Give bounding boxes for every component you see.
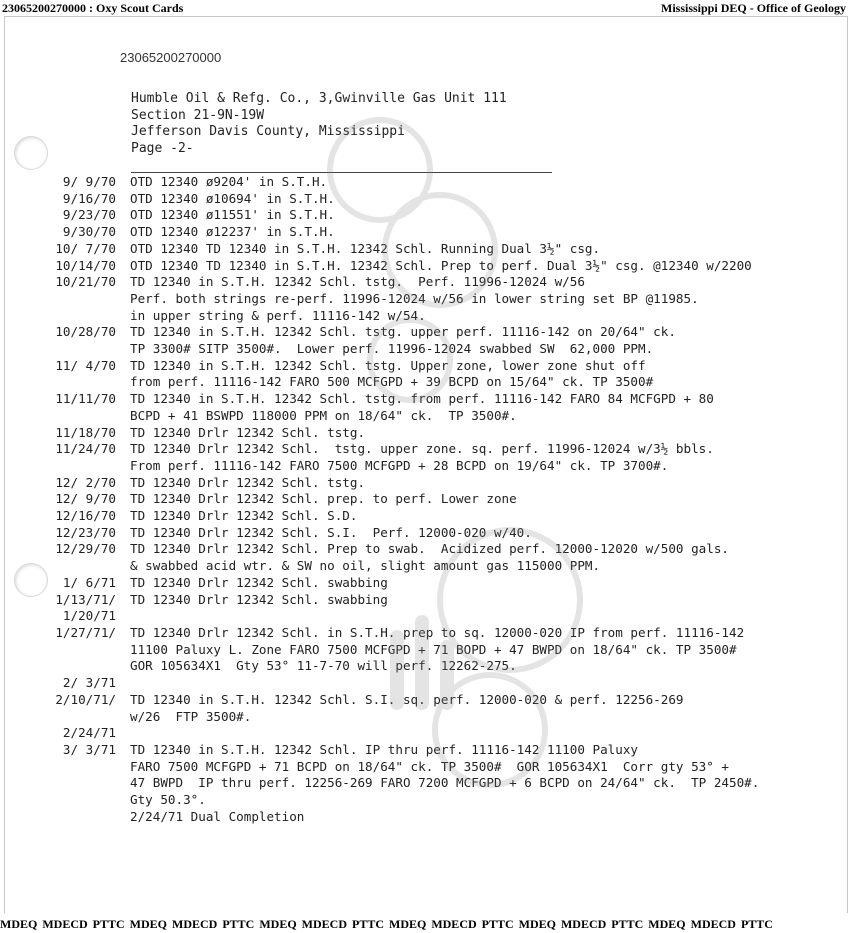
log-entry-row xyxy=(0,742,850,759)
log-entry-row xyxy=(0,508,850,525)
section-line: Section 21-9N-19W xyxy=(131,107,265,123)
log-entry-date: 11/24/70 xyxy=(55,441,116,457)
county-line: Jefferson Davis County, Mississippi xyxy=(131,124,405,140)
log-entry-text: TD 12340 Drlr 12342 Schl. S.D. xyxy=(130,508,358,524)
log-entry-date xyxy=(0,374,116,391)
log-entry-text: TD 12340 Drlr 12342 Schl. swabbing xyxy=(130,591,388,607)
log-entry-row xyxy=(0,642,850,659)
log-entry-row xyxy=(0,809,850,826)
log-entry-row xyxy=(0,775,850,792)
log-entry-row xyxy=(0,541,850,558)
log-entry-row xyxy=(0,425,850,442)
log-entry-row xyxy=(0,341,850,358)
log-entry-date xyxy=(0,809,116,826)
log-entry-row xyxy=(0,207,850,224)
document-id-stamp: 23065200270000 xyxy=(120,50,222,65)
log-entry-date: 12/16/70 xyxy=(55,508,116,524)
log-entry-row xyxy=(0,675,850,692)
log-entry-row xyxy=(0,374,850,391)
log-entry-row xyxy=(0,308,850,325)
log-entry-row xyxy=(0,709,850,726)
log-entry-date: 12/ 9/70 xyxy=(55,491,116,507)
log-entry-row xyxy=(0,625,850,642)
log-entry-row xyxy=(0,725,850,742)
log-entry-text: TP 3300# SITP 3500#. Lower perf. 11996-12024 swabbed SW 62,000 PPM. xyxy=(130,341,654,357)
log-entry-date xyxy=(0,792,116,809)
log-entry-row xyxy=(0,759,850,776)
log-entry-text: TD 12340 Drlr 12342 Schl. swabbing xyxy=(130,574,388,590)
operator-line: Humble Oil & Refg. Co., 3,Gwinville Gas Unit 111 xyxy=(131,91,507,106)
log-entry-date xyxy=(0,658,116,675)
log-entry-date xyxy=(0,408,116,425)
log-entry-text: TD 12340 Drlr 12342 Schl. Prep to swab. Acidized perf. 12000-12020 w/500 gals. xyxy=(130,541,729,557)
log-entry-date: 10/14/70 xyxy=(55,257,116,273)
log-entry-text: TD 12340 Drlr 12342 Schl. tstg. xyxy=(130,424,366,440)
log-entry-date: 11/11/70 xyxy=(55,391,116,407)
log-entry-date: 1/ 6/71 xyxy=(62,574,116,590)
log-entry-row xyxy=(0,558,850,575)
log-entry-text: 47 BWPD IP thru perf. 12256-269 FARO 7200 MCFGPD + 6 BCPD on 24/64" ck. TP 2450#. xyxy=(130,775,760,791)
log-entry-text: Gty 50.3°. xyxy=(130,792,206,808)
log-entry-text: FARO 7500 MCFGPD + 71 BCPD on 18/64" ck. TP 3500# GOR 105634X1 Corr gty 53° + xyxy=(130,758,729,774)
log-entry-text: OTD 12340 ø9204' in S.T.H. xyxy=(130,174,328,189)
log-entry-date: 3/ 3/71 xyxy=(62,741,116,757)
header-divider xyxy=(131,172,552,173)
log-entry-text: TD 12340 Drlr 12342 Schl. in S.T.H. prep to sq. 12000-020 IP from perf. 11116-142 xyxy=(130,624,745,640)
log-entry-row xyxy=(0,408,850,425)
log-entry-date: 12/ 2/70 xyxy=(55,474,116,490)
log-entry-date xyxy=(0,308,116,325)
log-entry-date: 9/30/70 xyxy=(62,224,116,240)
log-entry-text: 11100 Paluxy L. Zone FARO 7500 MCFGPD + 71 BOPD + 47 BWPD on 18/64" ck. TP 3500# xyxy=(130,641,737,657)
log-entry-text: TD 12340 Drlr 12342 Schl. tstg. xyxy=(130,474,366,490)
log-entry-text: TD 12340 Drlr 12342 Schl. S.I. Perf. 12000-020 w/40. xyxy=(130,524,532,540)
log-entry-text: 2/24/71 Dual Completion xyxy=(130,808,305,824)
log-entry-row xyxy=(0,191,850,208)
agency-label: Mississippi DEQ - Office of Geology xyxy=(661,1,846,15)
log-entry-date: 10/ 7/70 xyxy=(55,240,116,256)
log-entry-row xyxy=(0,575,850,592)
log-entry-text: TD 12340 Drlr 12342 Schl. prep. to perf. Lower zone xyxy=(130,491,517,507)
log-entry-row xyxy=(0,592,850,609)
log-entry-text: OTD 12340 TD 12340 in S.T.H. 12342 Schl. Running Dual 3½" csg. xyxy=(130,240,601,256)
source-header-bar xyxy=(0,0,850,17)
log-entry-date: 10/21/70 xyxy=(55,274,116,290)
log-entry-row xyxy=(0,792,850,809)
log-entry-date xyxy=(0,458,116,475)
log-entry-text: OTD 12340 ø11551' in S.T.H. xyxy=(130,207,335,223)
log-entry-date xyxy=(0,291,116,308)
log-entry-date: 11/18/70 xyxy=(55,424,116,440)
log-entry-text: TD 12340 in S.T.H. 12342 Schl. tstg. from perf. 11116-142 FARO 84 MCFGPD + 80 xyxy=(130,391,714,407)
log-entry-date xyxy=(0,775,116,792)
log-entry-text: BCPD + 41 BSWPD 118000 PPM on 18/64" ck. TP 3500#. xyxy=(130,407,517,423)
log-entry-date: 11/ 4/70 xyxy=(55,357,116,373)
log-entry-text: from perf. 11116-142 FARO 500 MCFGPD + 39 BCPD on 15/64" ck. TP 3500# xyxy=(130,374,654,390)
log-entry-text: & swabbed acid wtr. & SW no oil, slight amount gas 115000 PPM. xyxy=(130,558,601,574)
log-entry-date: 9/23/70 xyxy=(62,207,116,223)
log-entry-row xyxy=(0,224,850,241)
log-entry-text: in upper string & perf. 11116-142 w/54. xyxy=(130,307,426,323)
log-entry-date: 10/28/70 xyxy=(55,324,116,340)
log-entry-row xyxy=(0,525,850,542)
log-entry-text: TD 12340 in S.T.H. 12342 Schl. S.I. sq. perf. 12000-020 & perf. 12256-269 xyxy=(130,691,684,707)
log-entry-date: 1/27/71/ xyxy=(55,624,116,640)
log-entry-text: GOR 105634X1 Gty 53° 11-7-70 will perf. 12262-275. xyxy=(130,658,517,674)
log-entry-row xyxy=(0,608,850,625)
log-entry-date xyxy=(0,642,116,659)
punch-hole-icon xyxy=(14,136,48,170)
log-entry-date: 9/16/70 xyxy=(62,190,116,206)
log-entry-text: OTD 12340 TD 12340 in S.T.H. 12342 Schl. Prep to perf. Dual 3½" csg. @12340 w/2200 xyxy=(130,257,752,273)
log-entry-text: TD 12340 in S.T.H. 12342 Schl. IP thru perf. 11116-142 11100 Paluxy xyxy=(130,741,638,757)
log-entry-date xyxy=(0,709,116,726)
log-entry-date xyxy=(0,341,116,358)
log-entry-row xyxy=(0,391,850,408)
log-entry-row xyxy=(0,358,850,375)
log-entry-row xyxy=(0,441,850,458)
log-entry-row xyxy=(0,658,850,675)
log-entry-row xyxy=(0,274,850,291)
log-entry-date: 2/ 3/71 xyxy=(62,675,116,691)
log-entry-text: TD 12340 in S.T.H. 12342 Schl. tstg. Upper zone, lower zone shut off xyxy=(130,357,646,373)
log-entry-text: From perf. 11116-142 FARO 7500 MCFGPD + 28 BCPD on 19/64" ck. TP 3700#. xyxy=(130,457,669,473)
log-entry-row xyxy=(0,258,850,275)
log-entry-row xyxy=(0,241,850,258)
log-entry-row xyxy=(0,458,850,475)
log-entry-text: OTD 12340 ø12237' in S.T.H. xyxy=(130,224,335,240)
log-entry-date: 2/24/71 xyxy=(62,725,116,741)
log-entry-row xyxy=(0,491,850,508)
log-entry-row xyxy=(0,174,850,191)
log-entry-row xyxy=(0,324,850,341)
log-entry-date: 2/10/71/ xyxy=(55,691,116,707)
log-entry-text: TD 12340 in S.T.H. 12342 Schl. tstg. Perf. 11996-12024 w/56 xyxy=(130,274,585,290)
log-entry-text: TD 12340 Drlr 12342 Schl. tstg. upper zone. sq. perf. 11996-12024 w/3½ bbls. xyxy=(130,441,714,457)
log-entry-row xyxy=(0,692,850,709)
log-entry-text: OTD 12340 ø10694' in S.T.H. xyxy=(130,190,335,206)
log-entry-row xyxy=(0,291,850,308)
log-entry-text: TD 12340 in S.T.H. 12342 Schl. tstg. upper perf. 11116-142 on 20/64" ck. xyxy=(130,324,676,340)
log-entry-row xyxy=(0,475,850,492)
log-entry-text: w/26 FTP 3500#. xyxy=(130,708,252,724)
well-header xyxy=(131,91,507,157)
log-entry-date: 9/ 9/70 xyxy=(62,174,116,189)
log-entry-date: 12/23/70 xyxy=(55,524,116,540)
log-entry-text: Perf. both strings re-perf. 11996-12024 w/56 in lower string set BP @11985. xyxy=(130,290,699,306)
log-entry-date xyxy=(0,558,116,575)
page-number-line: Page -2- xyxy=(131,140,194,156)
log-entry-date: 1/13/71/ xyxy=(55,591,116,607)
activity-log xyxy=(0,174,850,825)
record-title: 23065200270000 : Oxy Scout Cards xyxy=(2,1,184,15)
log-entry-date: 12/29/70 xyxy=(55,541,116,557)
log-entry-date: 1/20/71 xyxy=(62,608,116,624)
log-entry-date xyxy=(0,759,116,776)
footer-watermark-strip: MDEQ MDECD PTTC MDEQ MDECD PTTC MDEQ MDECD PTTC MDEQ MDECD PTTC MDEQ MDECD PTTC MDEQ MDECD PTTC xyxy=(0,917,773,931)
